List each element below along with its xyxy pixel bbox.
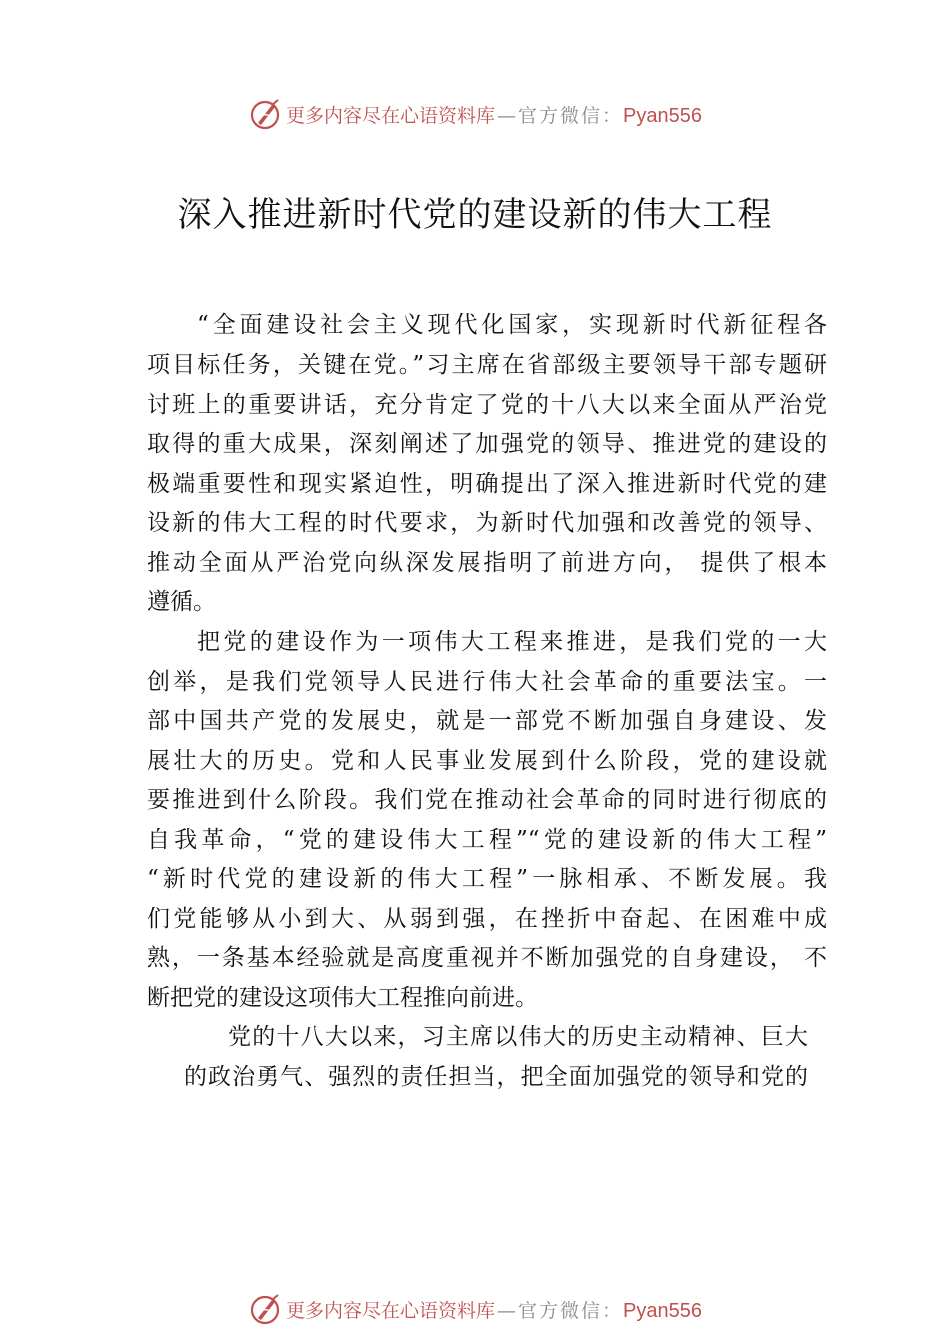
body-line: 部中国共产党的发展史，就是一部党不断加强自身建设、发 — [147, 708, 827, 734]
banner-wechat-id: Pyan556 — [623, 104, 702, 127]
body-line: 把党的建设作为一项伟大工程来推进，是我们党的一大 — [197, 629, 827, 655]
body-line: 极端重要性和现实紧迫性，明确提出了深入推进新时代党的建 — [147, 471, 827, 497]
body-line: 党的十八大以来，习主席以伟大的历史主动精神、巨大 — [228, 1024, 808, 1050]
banner-dash: — — [497, 1299, 517, 1322]
body-line: 创举，是我们党领导人民进行伟大社会革命的重要法宝。一 — [147, 669, 827, 695]
quill-pen-logo-icon — [248, 97, 282, 131]
body-line: 取得的重大成果，深刻阐述了加强党的领导、推进党的建设的 — [147, 431, 827, 457]
banner-dash: — — [497, 104, 517, 127]
banner-main-text: 更多内容尽在心语资料库 — [286, 104, 496, 127]
body-line: 展壮大的历史。党和人民事业发展到什么阶段，党的建设就 — [147, 748, 827, 774]
body-line: “全面建设社会主义现代化国家，实现新时代新征程各 — [197, 312, 827, 338]
body-line: 断把党的建设这项伟大工程推向前进。 — [147, 985, 538, 1011]
body-line: 要推进到什么阶段。我们党在推动社会革命的同时进行彻底的 — [147, 787, 827, 813]
body-line: 熟，一条基本经验就是高度重视并不断加强党的自身建设， 不 — [147, 945, 827, 971]
header-banner — [0, 94, 950, 134]
body-line: 推动全面从严治党向纵深发展指明了前进方向， 提供了根本 — [147, 550, 827, 576]
banner-wechat-label: 官方微信： — [518, 1299, 624, 1322]
quill-pen-logo-icon — [248, 1292, 282, 1326]
body-line: 设新的伟大工程的时代要求，为新时代加强和改善党的领导、 — [147, 510, 827, 536]
body-line: 自我革命，“党的建设伟大工程”“党的建设新的伟大工程” — [147, 827, 827, 853]
banner-text — [286, 1296, 702, 1323]
banner-wechat-id: Pyan556 — [623, 1299, 702, 1322]
banner-main-text: 更多内容尽在心语资料库 — [286, 1299, 496, 1322]
body-line: 的政治勇气、强烈的责任担当，把全面加强党的领导和党的 — [184, 1064, 808, 1090]
body-line: 项目标任务，关键在党。”习主席在省部级主要领导干部专题研 — [147, 352, 827, 378]
body-line: “新时代党的建设新的伟大工程”一脉相承、不断发展。我 — [147, 866, 827, 892]
banner-text — [286, 101, 702, 128]
footer-banner — [0, 1289, 950, 1329]
page-title: 深入推进新时代党的建设新的伟大工程 — [177, 195, 773, 235]
body-line: 遵循。 — [147, 589, 216, 615]
banner-wechat-label: 官方微信： — [518, 104, 624, 127]
body-line: 们党能够从小到大、从弱到强，在挫折中奋起、在困难中成 — [147, 906, 827, 932]
body-line: 讨班上的重要讲话，充分肯定了党的十八大以来全面从严治党 — [147, 392, 827, 418]
